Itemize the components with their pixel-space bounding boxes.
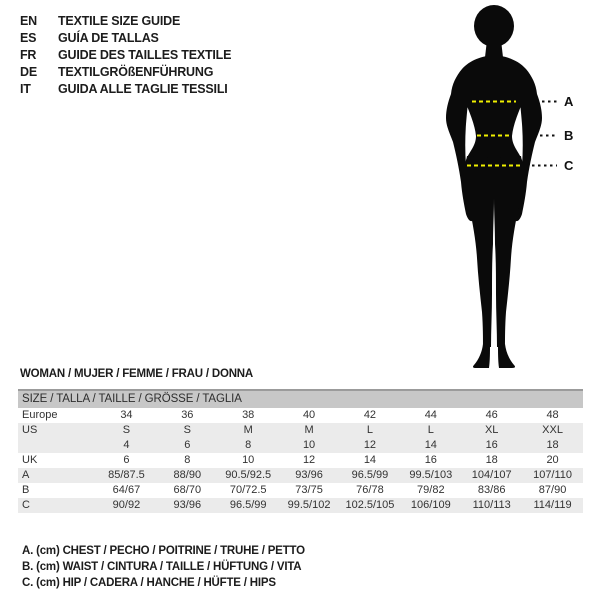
measure-label-c: C	[564, 158, 574, 173]
size-value: 114/119	[533, 499, 572, 511]
size-value: 107/110	[533, 469, 573, 481]
size-value: 48	[546, 409, 559, 421]
size-value: 93/96	[295, 469, 323, 481]
size-value: 18	[546, 439, 559, 451]
legend-line-a: A. (cm) CHEST / PECHO / POITRINE / TRUHE / PETTO	[22, 545, 305, 557]
language-code: ES	[20, 31, 37, 45]
size-value: 40	[302, 409, 316, 421]
left-foot	[473, 344, 490, 368]
size-value: 96.5/99	[351, 469, 389, 481]
language-title: GUÍA DE TALLAS	[58, 31, 159, 45]
language-code: DE	[20, 65, 37, 79]
size-value: 10	[242, 454, 255, 466]
size-value: 10	[302, 439, 316, 451]
size-value: 83/86	[477, 484, 506, 496]
size-value: 85/87.5	[108, 469, 145, 481]
right-leg	[494, 156, 523, 347]
row-label	[18, 438, 96, 453]
size-value: S	[183, 424, 191, 436]
woman-silhouette-figure	[392, 0, 590, 372]
language-title: TEXTILGRÖßENFÜHRUNG	[58, 65, 214, 79]
size-value: 14	[424, 439, 437, 451]
size-value: 14	[363, 454, 377, 466]
language-code: EN	[20, 14, 37, 28]
row-label: US	[22, 424, 38, 436]
row-label: A	[22, 469, 30, 481]
size-value: 18	[485, 454, 498, 466]
size-value: 73/75	[295, 484, 323, 496]
language-row-en	[20, 13, 231, 30]
size-value: 4	[123, 439, 130, 451]
size-value: S	[122, 424, 131, 436]
size-table-row-c	[18, 498, 583, 513]
size-value: 90.5/92.5	[225, 469, 272, 481]
size-table-row-europe	[18, 408, 583, 423]
size-value: 96.5/99	[229, 499, 267, 511]
size-value: XL	[484, 424, 499, 436]
legend-line-c: C. (cm) HIP / CADERA / HANCHE / HÜFTE / HIPS	[22, 577, 276, 589]
size-value: 16	[424, 454, 437, 466]
language-row-de	[20, 64, 231, 81]
size-value: 12	[363, 439, 377, 451]
size-value: 20	[546, 454, 559, 466]
language-title: GUIDA ALLE TAGLIE TESSILI	[58, 82, 228, 96]
size-value: 88/90	[173, 469, 202, 481]
size-value: 64/67	[112, 484, 141, 496]
body-shapes	[446, 5, 542, 368]
size-table-row-b	[18, 483, 583, 498]
size-value: 102.5/105	[345, 499, 395, 511]
section-title: WOMAN / MUJER / FEMME / FRAU / DONNA	[20, 368, 254, 380]
size-value: 90/92	[112, 499, 141, 511]
size-value: 38	[242, 409, 255, 421]
row-label: B	[22, 484, 30, 496]
size-value: 46	[485, 409, 498, 421]
size-value: 104/107	[471, 469, 512, 481]
language-code: IT	[20, 82, 31, 96]
size-value: M	[304, 424, 314, 436]
measure-label-a: A	[564, 94, 574, 109]
row-label: UK	[22, 454, 38, 466]
size-value: XXL	[542, 424, 563, 436]
size-table-header: SIZE / TALLA / TAILLE / GRÖSSE / TAGLIA	[18, 389, 583, 408]
size-value: 8	[184, 454, 191, 466]
size-table	[18, 389, 583, 513]
size-value: 87/90	[538, 484, 567, 496]
size-value: 76/78	[356, 484, 384, 496]
size-value: 99.5/102	[287, 499, 331, 511]
size-value: 42	[363, 409, 377, 421]
right-foot	[498, 344, 515, 368]
left-leg	[465, 156, 494, 347]
size-value: 16	[485, 439, 498, 451]
language-title: TEXTILE SIZE GUIDE	[58, 14, 181, 28]
size-value: 68/70	[173, 484, 202, 496]
size-value: 70/72.5	[229, 484, 267, 496]
size-value: 34	[120, 409, 133, 421]
size-value: 44	[424, 409, 437, 421]
size-value: 110/113	[472, 499, 511, 511]
size-value: L	[366, 424, 373, 436]
language-row-fr	[20, 47, 231, 64]
language-row-it	[20, 81, 231, 98]
row-label: Europe	[22, 409, 58, 421]
size-value: 6	[123, 454, 130, 466]
size-value: 99.5/103	[409, 469, 453, 481]
size-value: 93/96	[173, 499, 202, 511]
language-row-es	[20, 30, 231, 47]
size-value: M	[243, 424, 253, 436]
measure-label-b: B	[564, 128, 574, 143]
language-code: FR	[20, 48, 37, 62]
size-value: 12	[302, 454, 316, 466]
size-table-row-a	[18, 468, 583, 483]
size-value: 79/82	[417, 484, 445, 496]
language-title-block	[20, 13, 231, 98]
size-value: 6	[184, 439, 191, 451]
size-value: 8	[245, 439, 252, 451]
size-table-body	[18, 408, 583, 513]
row-label: C	[22, 499, 30, 511]
size-value: 36	[181, 409, 194, 421]
measurement-legend	[22, 543, 305, 591]
size-table-row-uk	[18, 453, 583, 468]
language-title: GUIDE DES TAILLES TEXTILE	[58, 48, 232, 62]
woman-silhouette	[392, 0, 590, 372]
size-value: L	[427, 424, 434, 436]
size-value: 106/109	[410, 499, 451, 511]
size-table-row	[18, 438, 583, 453]
legend-line-b: B. (cm) WAIST / CINTURA / TAILLE / HÜFTUNG / VITA	[22, 561, 302, 573]
size-table-row-us	[18, 423, 583, 438]
